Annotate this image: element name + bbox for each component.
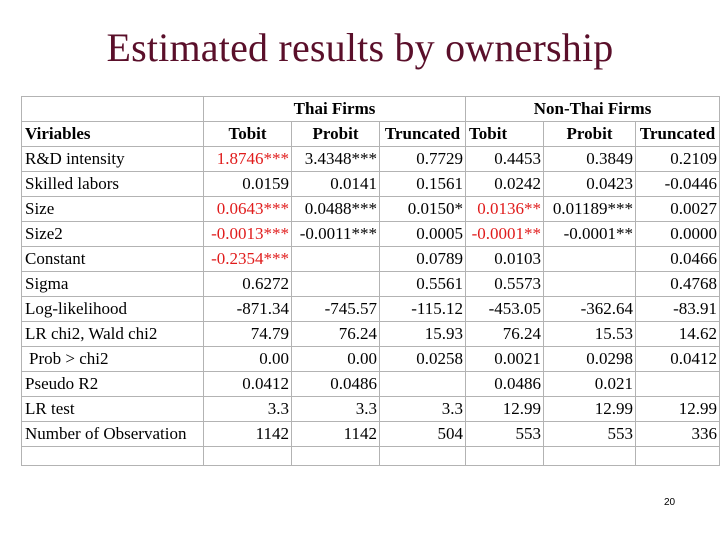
table-row [22, 422, 720, 447]
row-label: Constant [22, 247, 204, 272]
results-table-container [21, 96, 719, 457]
table-cell: -745.57 [292, 297, 380, 322]
table-cell [380, 372, 466, 397]
table-cell: -0.0001** [466, 222, 544, 247]
table-cell: 0.021 [544, 372, 636, 397]
table-cell [544, 247, 636, 272]
table-cell: 0.0789 [380, 247, 466, 272]
table-cell: -0.0001** [544, 222, 636, 247]
table-cell: 0.7729 [380, 147, 466, 172]
row-label: LR test [22, 397, 204, 422]
table-cell: 553 [544, 422, 636, 447]
group-header-thai: Thai Firms [204, 97, 466, 122]
table-cell: 12.99 [544, 397, 636, 422]
table-cell: 0.0488*** [292, 197, 380, 222]
table-row [22, 197, 720, 222]
table-cell: -362.64 [544, 297, 636, 322]
table-cell: 15.93 [380, 322, 466, 347]
table-cell: 0.4453 [466, 147, 544, 172]
column-header-non-thai-tobit: Tobit [466, 122, 544, 147]
table-cell: 0.0242 [466, 172, 544, 197]
table-cell [544, 272, 636, 297]
table-cell: 76.24 [292, 322, 380, 347]
corner-cell [22, 97, 204, 122]
table-cell: 0.0021 [466, 347, 544, 372]
table-cell: 0.0412 [636, 347, 720, 372]
table-row [22, 222, 720, 247]
table-cell: 1.8746*** [204, 147, 292, 172]
table-row [22, 372, 720, 397]
table-cell: 0.0486 [292, 372, 380, 397]
empty-cell [204, 447, 292, 466]
table-cell: -0.0446 [636, 172, 720, 197]
table-cell: -0.2354*** [204, 247, 292, 272]
row-label: Skilled labors [22, 172, 204, 197]
table-cell: 0.0412 [204, 372, 292, 397]
table-cell: 15.53 [544, 322, 636, 347]
column-header-thai-truncated: Truncated [380, 122, 466, 147]
row-label: R&D intensity [22, 147, 204, 172]
table-cell: 1142 [292, 422, 380, 447]
table-cell: 3.3 [380, 397, 466, 422]
table-cell: 0.5561 [380, 272, 466, 297]
empty-cell [292, 447, 380, 466]
empty-row [22, 447, 720, 466]
row-label: LR chi2, Wald chi2 [22, 322, 204, 347]
table-cell: 0.6272 [204, 272, 292, 297]
table-cell: 1142 [204, 422, 292, 447]
table-cell: 0.01189*** [544, 197, 636, 222]
table-cell: 0.0258 [380, 347, 466, 372]
table-cell: 336 [636, 422, 720, 447]
table-cell: 0.1561 [380, 172, 466, 197]
row-label: Size [22, 197, 204, 222]
table-cell: 0.0298 [544, 347, 636, 372]
table-cell [292, 247, 380, 272]
table-cell: 0.0136** [466, 197, 544, 222]
table-cell: -453.05 [466, 297, 544, 322]
table-cell: 0.3849 [544, 147, 636, 172]
table-cell: 0.0486 [466, 372, 544, 397]
table-cell: 0.5573 [466, 272, 544, 297]
row-label: Number of Observation [22, 422, 204, 447]
table-cell: 0.0643*** [204, 197, 292, 222]
empty-cell [544, 447, 636, 466]
table-cell: 76.24 [466, 322, 544, 347]
table-cell: 12.99 [466, 397, 544, 422]
table-cell: 0.0466 [636, 247, 720, 272]
table-cell: 504 [380, 422, 466, 447]
table-cell: 0.0423 [544, 172, 636, 197]
table-cell: 3.3 [204, 397, 292, 422]
column-header-row [22, 122, 720, 147]
slide-title: Estimated results by ownership [106, 25, 614, 70]
column-header-non-thai-truncated: Truncated [636, 122, 720, 147]
empty-cell [466, 447, 544, 466]
column-header-thai-probit: Probit [292, 122, 380, 147]
table-row [22, 172, 720, 197]
table-cell: 0.2109 [636, 147, 720, 172]
table-cell [292, 272, 380, 297]
table-cell: 0.4768 [636, 272, 720, 297]
row-label: Log-likelihood [22, 297, 204, 322]
table-cell: 0.0159 [204, 172, 292, 197]
table-row [22, 247, 720, 272]
table-cell: 12.99 [636, 397, 720, 422]
group-header-row [22, 97, 720, 122]
table-cell: -0.0011*** [292, 222, 380, 247]
table-row [22, 322, 720, 347]
table-row [22, 297, 720, 322]
table-cell: 0.0027 [636, 197, 720, 222]
table-cell: 0.0141 [292, 172, 380, 197]
table-cell: 553 [466, 422, 544, 447]
table-cell: -0.0013*** [204, 222, 292, 247]
table-cell: 74.79 [204, 322, 292, 347]
empty-cell [22, 447, 204, 466]
table-row [22, 347, 720, 372]
empty-cell [380, 447, 466, 466]
table-cell: 0.0000 [636, 222, 720, 247]
row-label: Pseudo R2 [22, 372, 204, 397]
table-cell: 14.62 [636, 322, 720, 347]
table-cell: -871.34 [204, 297, 292, 322]
column-header-thai-tobit: Tobit [204, 122, 292, 147]
table-cell: 0.00 [292, 347, 380, 372]
results-table [21, 96, 720, 466]
slide-number: 20 [664, 497, 676, 508]
row-label: Sigma [22, 272, 204, 297]
table-cell: 0.0150* [380, 197, 466, 222]
column-header-variables: Viriables [22, 122, 204, 147]
table-row [22, 272, 720, 297]
table-row [22, 397, 720, 422]
table-cell: 3.3 [292, 397, 380, 422]
table-cell: 0.00 [204, 347, 292, 372]
column-header-non-thai-probit: Probit [544, 122, 636, 147]
group-header-non-thai: Non-Thai Firms [466, 97, 720, 122]
table-row [22, 147, 720, 172]
row-label: Prob > chi2 [22, 347, 204, 372]
empty-cell [636, 447, 720, 466]
table-cell: 0.0005 [380, 222, 466, 247]
row-label: Size2 [22, 222, 204, 247]
table-cell: 0.0103 [466, 247, 544, 272]
table-cell: -115.12 [380, 297, 466, 322]
table-cell [636, 372, 720, 397]
table-cell: 3.4348*** [292, 147, 380, 172]
table-cell: -83.91 [636, 297, 720, 322]
